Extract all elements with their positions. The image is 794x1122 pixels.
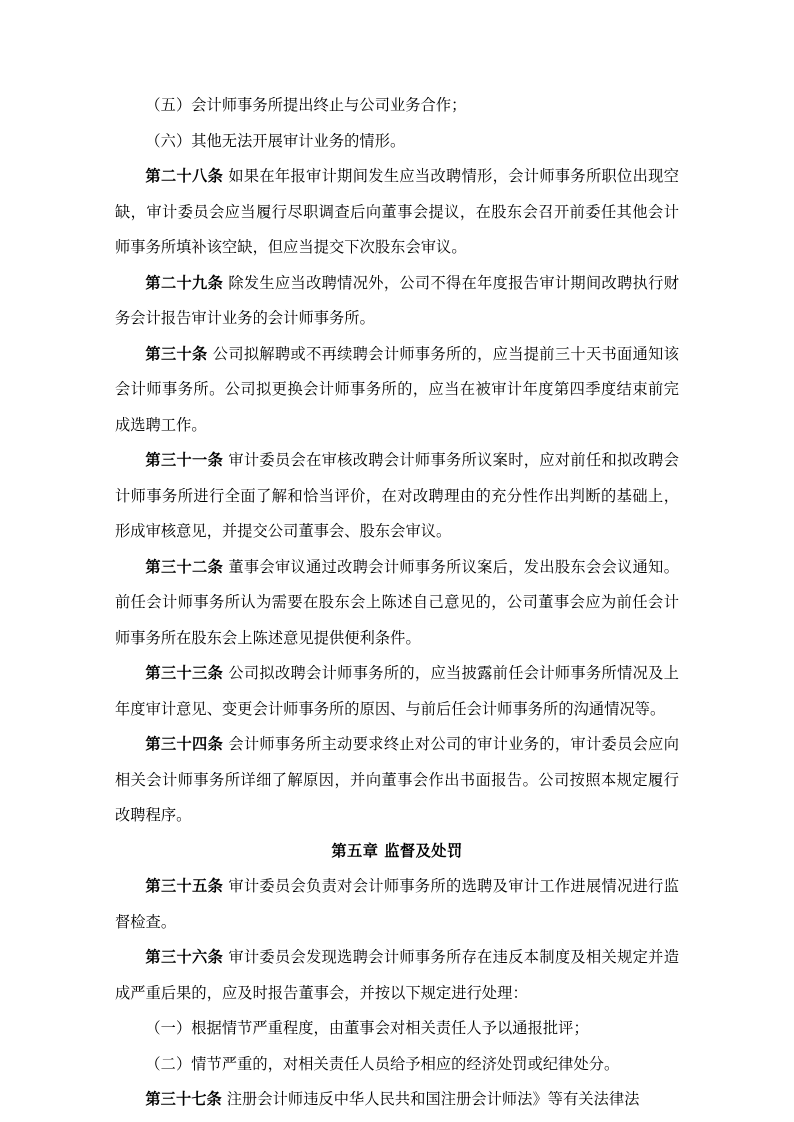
paragraph-text: 如果在年报审计期间发生应当改聘情形，会计师事务所职位出现空缺，审计委员会应当履行尽职调查后向董事会提议，在股东会召开前委任其他会计师事务所填补该空缺，但应当提交下次股东会审议。 <box>115 167 680 256</box>
article-paragraph <box>115 443 679 550</box>
article-number: 第三十二条 <box>145 557 224 576</box>
paragraph-text: （一）根据情节严重程度，由董事会对相关责任人予以通报批评； <box>145 1019 589 1037</box>
article-paragraph <box>115 1082 679 1118</box>
article-paragraph <box>115 337 679 444</box>
article-number: 第三十七条 <box>145 1090 222 1108</box>
paragraph-text: 审计委员会发现选聘会计师事务所存在违反本制度及相关规定并造成严重后果的，应及时报告董事会，并按以下规定进行处理： <box>115 948 680 1002</box>
article-number: 第三十五条 <box>145 877 224 895</box>
article-number: 第二十九条 <box>145 273 224 292</box>
article-number: 第三十四条 <box>145 735 224 753</box>
chapter-heading: 第五章 监督及处罚 <box>331 841 463 860</box>
paragraph-text: 审计委员会在审核改聘会计师事务所议案时，应对前任和拟改聘会计师事务所进行全面了解和恰当评价，在对改聘理由的充分性作出判断的基础上，形成审核意见，并提交公司董事会、股东会审议。 <box>115 451 680 540</box>
paragraph-text: 公司拟解聘或不再续聘会计师事务所的，应当提前三十天书面通知该会计师事务所。公司拟更换会计师事务所的，应当在被审计年度第四季度结束前完成选聘工作。 <box>115 344 679 434</box>
list-item-paragraph <box>115 1047 679 1083</box>
paragraph-text: 会计师事务所主动要求终止对公司的审计业务的，审计委员会应向相关会计师事务所详细了解原因，并向董事会作出书面报告。公司按照本规定履行改聘程序。 <box>115 735 680 824</box>
list-item-paragraph <box>115 88 679 124</box>
article-number: 第三十六条 <box>145 948 224 966</box>
paragraph-text: （五）会计师事务所提出终止与公司业务合作； <box>145 96 467 114</box>
article-paragraph <box>115 727 679 834</box>
article-paragraph <box>115 159 679 266</box>
article-paragraph <box>115 266 679 337</box>
article-paragraph <box>115 940 679 1011</box>
article-paragraph <box>115 656 679 727</box>
paragraph-text: （二）情节严重的，对相关责任人员给予相应的经济处罚或纪律处分。 <box>145 1054 620 1073</box>
paragraph-text: 除发生应当改聘情况外，公司不得在年度报告审计期间改聘执行财务会计报告审计业务的会计师事务所。 <box>115 273 680 327</box>
document-body <box>115 88 679 1118</box>
article-number: 第二十八条 <box>145 167 224 185</box>
paragraph-text: （六）其他无法开展审计业务的情形。 <box>145 131 406 150</box>
article-paragraph <box>115 869 679 940</box>
paragraph-text: 注册会计师违反中华人民共和国注册会计师法》等有关法律法 <box>221 1090 640 1108</box>
paragraph-text: 审计委员会负责对会计师事务所的选聘及审计工作进展情况进行监督检查。 <box>115 877 680 931</box>
paragraph-text: 公司拟改聘会计师事务所的，应当披露前任会计师事务所情况及上年度审计意见、变更会计师事务所的原因、与前后任会计师事务所的沟通情况等。 <box>115 664 680 718</box>
paragraph-text: 董事会审议通过改聘会计师事务所议案后，发出股东会会议通知。前任会计师事务所认为需要在股东会上陈述自己意见的，公司董事会应为前任会计师事务所在股东会上陈述意见提供便利条件。 <box>115 557 680 647</box>
article-number: 第三十条 <box>145 344 208 363</box>
article-paragraph <box>115 550 679 657</box>
list-item-paragraph <box>115 124 679 160</box>
article-number: 第三十三条 <box>145 664 224 682</box>
article-number: 第三十一条 <box>145 451 224 469</box>
list-item-paragraph <box>115 1011 679 1047</box>
